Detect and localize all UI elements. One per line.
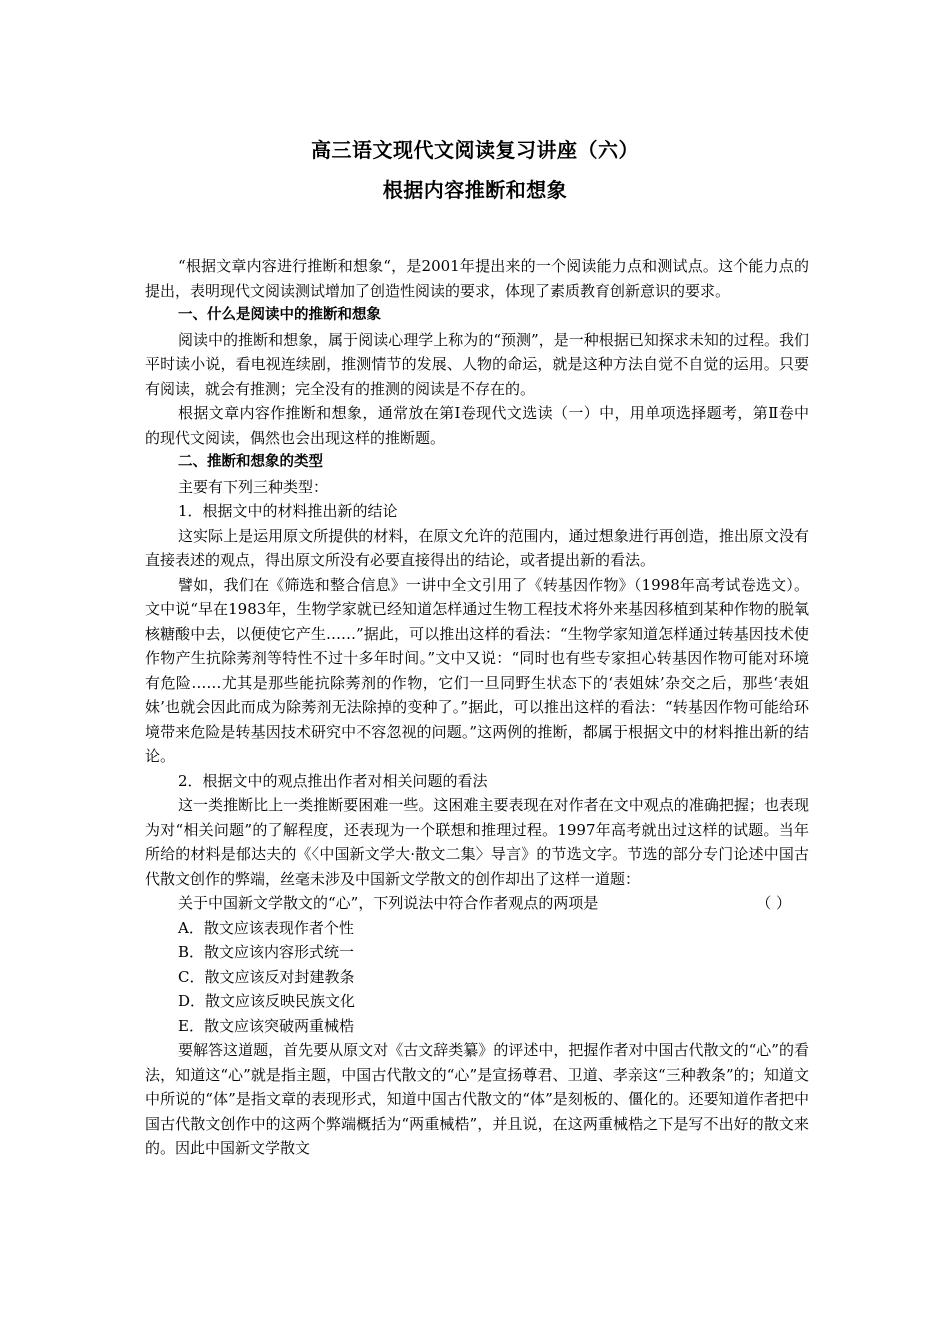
paragraph: 这一类推断比上一类推断要困难一些。这困难主要表现在对作者在文中观点的准确把握；也表现为对“相关问题”的了解程度，还表现为一个联想和推理过程。1997年高考就出过这样的试题。当年所给的材料是郁达夫的《〈中国新文学大·散文二集〉导言》的节选文字。节选的部分专门论述中国古代散文创作的弊端，丝毫未涉及中国新文学散文的创作却出了这样一道题： — [145, 796, 809, 888]
section-heading-2: 二、推断和想象的类型 — [178, 454, 323, 470]
paragraph: 主要有下列三种类型： — [178, 477, 329, 496]
document-title: 高三语文现代文阅读复习讲座（六） — [311, 138, 639, 162]
document-body — [145, 254, 809, 1161]
question-line — [145, 891, 809, 916]
option-e: E．散文应该突破两重械梏 — [178, 1016, 354, 1035]
subsection-label-2: 2．根据文中的观点推出作者对相关问题的看法 — [178, 771, 488, 790]
option-c: C．散文应该反对封建教条 — [178, 967, 355, 986]
answer-parentheses: （ ） — [756, 894, 791, 912]
option-b: B．散文应该内容形式统一 — [178, 943, 355, 961]
subsection-label-1: 1．根据文中的材料推出新的结论 — [178, 502, 398, 520]
intro-paragraph: “根据文章内容进行推断和想象“，是2001年提出来的一个阅读能力点和测试点。这个能力点的提出，表明现代文阅读测试增加了创造性阅读的要求，体现了素质教育创新意识的要求。 — [145, 257, 809, 300]
option-d: D．散文应该反映民族文化 — [178, 992, 356, 1010]
paragraph: 譬如，我们在《筛选和整合信息》一讲中全文引用了《转基因作物》（1998年高考试卷选文）。文中说“早在1983年，生物学家就已经知道怎样通过生物工程技术将外来基因移植到某种作物的脱氧核糖酸中去，以便使它产生……”据此，可以推出这样的看法：“生物学家知道怎样通过转基因技术使作物产生抗除莠剂等特性不过十多年时间。”文中又说：“同时也有些专家担心转基因作物可能对环境有危险……尤其是那些能抗除莠剂的作物，它们一旦同野生状态下的‘表姐妹’杂交之后，那些‘表姐妹’也就会因此而成为除莠剂无法除掉的变种了。”据此，可以推出这样的看法：“转基因作物可能给环境带来危险是转基因技术研究中不容忽视的问题。”这两例的推断，都属于根据文中的材料推出新的结论。 — [145, 575, 809, 765]
paragraph: 这实际上是运用原文所提供的材料，在原文允许的范围内，通过想象进行再创造，推出原文没有直接表述的观点，得出原文所没有必要直接得出的结论，或者提出新的看法。 — [145, 526, 809, 569]
section-heading-1: 一、什么是阅读中的推断和想象 — [178, 307, 381, 323]
paragraph: 阅读中的推断和想象，属于阅读心理学上称为的“预测”，是一种根据已知探求未知的过程。我们平时读小说，看电视连续剧，推测情节的发展、人物的命运，就是这种方法自觉不自觉的运用。只要有阅读，就会有推测；完全没有的推测的阅读是不存在的。 — [145, 330, 809, 398]
paragraph: 根据文章内容作推断和想象，通常放在第Ⅰ卷现代文选读（一）中，用单项选择题考，第Ⅱ卷中的现代文阅读，偶然也会出现这样的推断题。 — [145, 404, 809, 447]
document-subtitle: 根据内容推断和想象 — [382, 178, 568, 202]
option-a: A．散文应该表现作者个性 — [178, 918, 354, 937]
question-text: 关于中国新文学散文的“心”，下列说法中符合作者观点的两项是 — [178, 894, 599, 912]
paragraph: 要解答这道题，首先要从原文对《古文辞类纂》的评述中，把握作者对中国古代散文的“心”的看法，知道这“心”就是指主题，中国古代散文的“心”是宣扬尊君、卫道、孝亲这“三种教条”的；知道文中所说的“体”是指文章的表现形式，知道中国古代散文的“体”是刻板的、僵化的。还要知道作者把中国古代散文创作中的这两个弊端概括为“两重械梏”，并且说，在这两重械梏之下是写不出好的散文来的。因此中国新文学散文 — [145, 1041, 809, 1157]
